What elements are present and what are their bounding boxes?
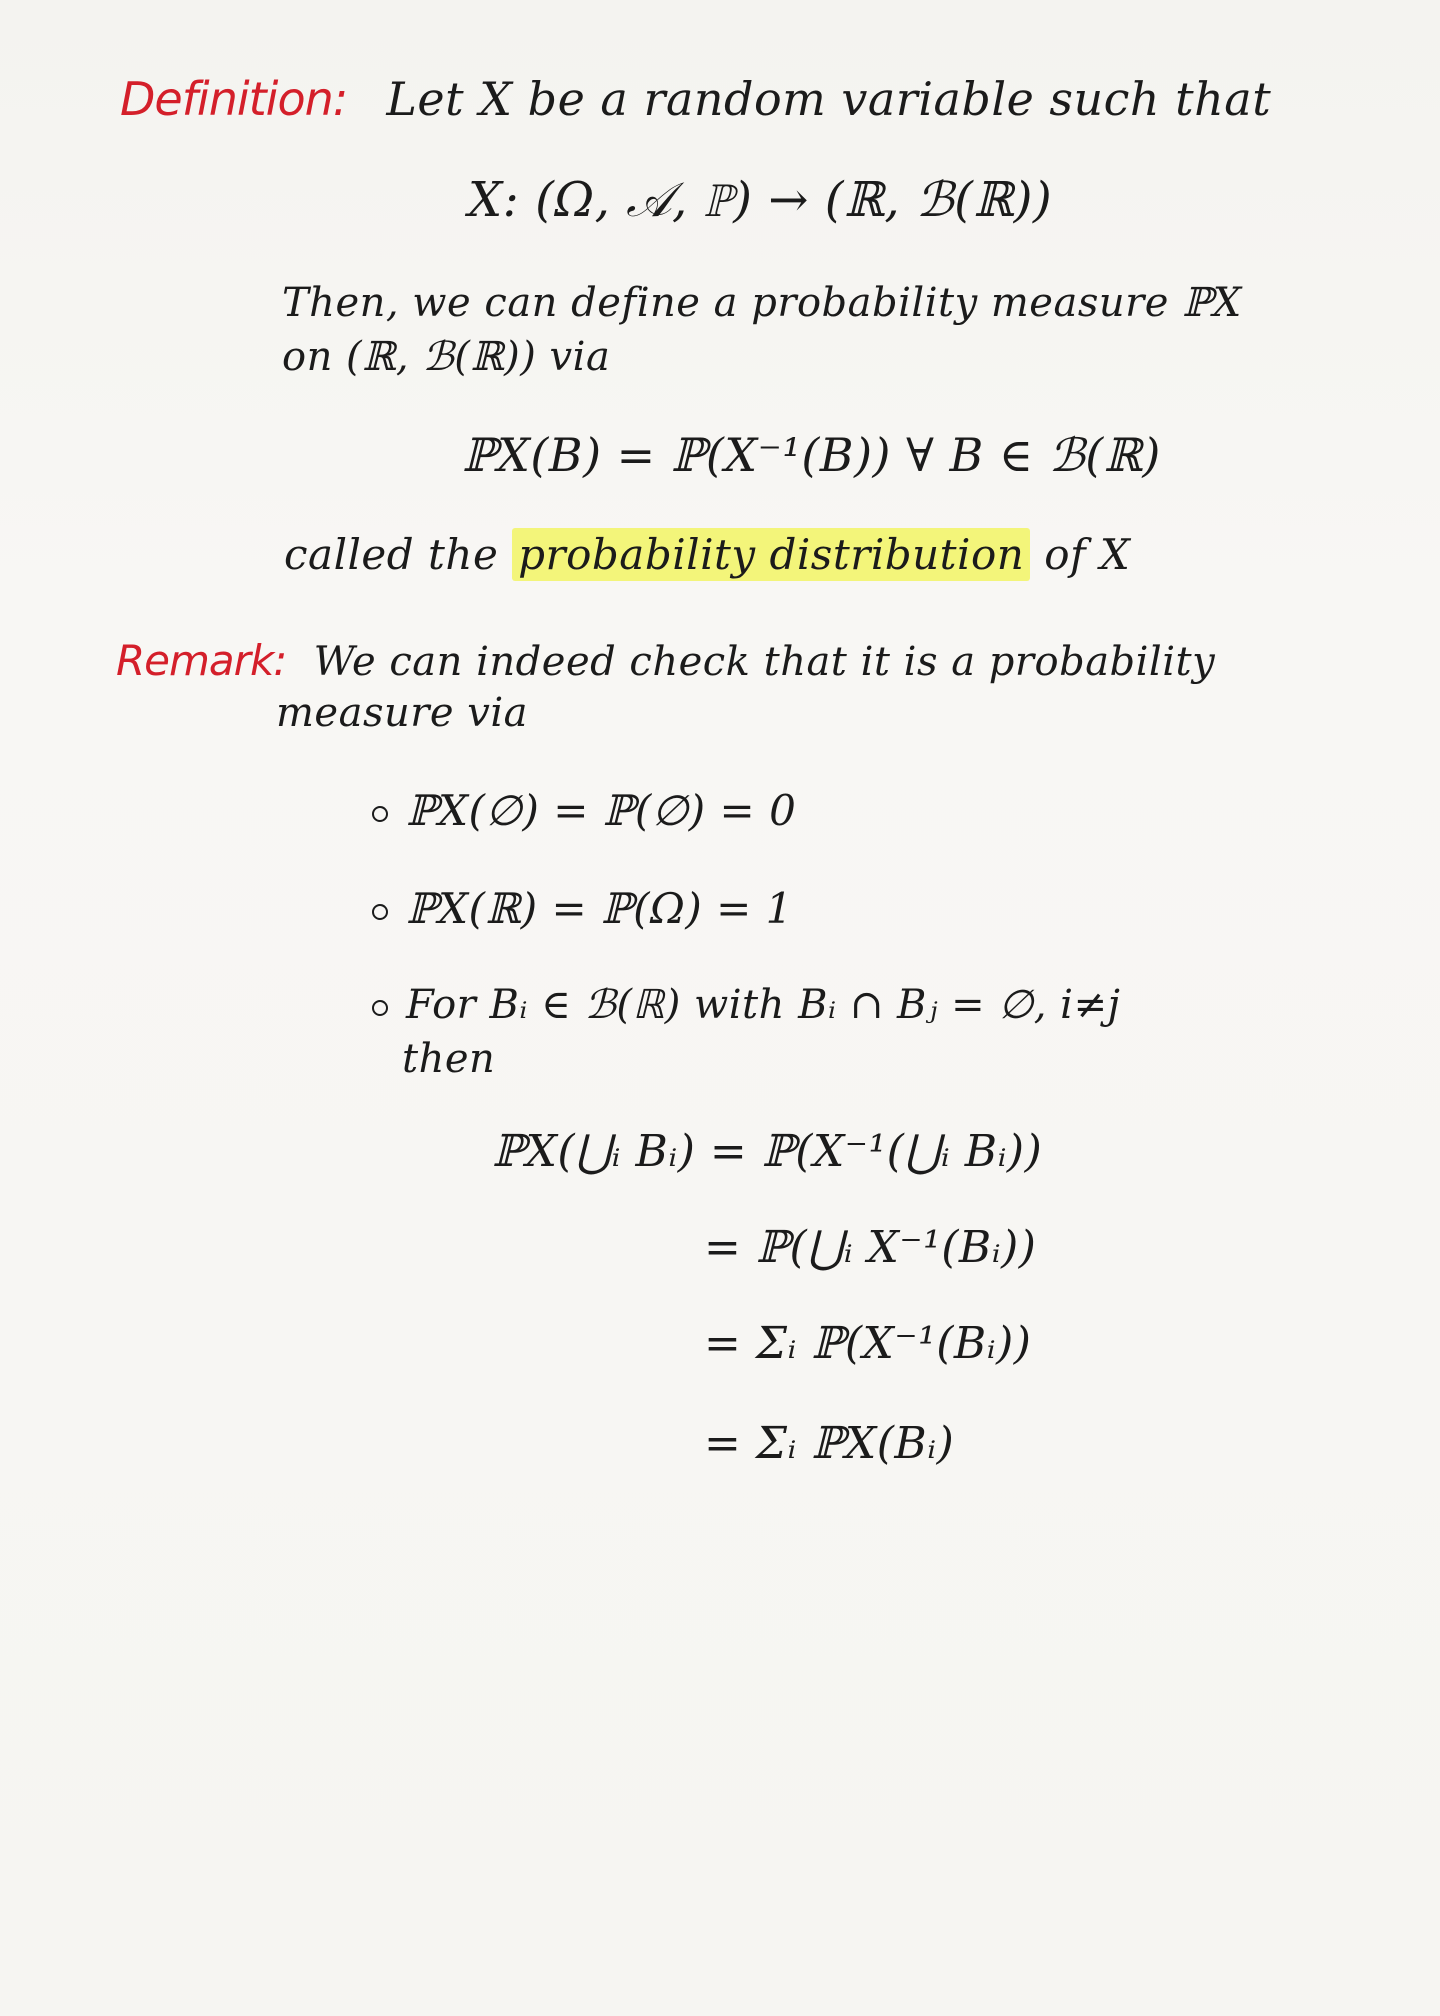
called-prefix: called the bbox=[284, 530, 499, 579]
highlighted-term: probability distribution bbox=[512, 528, 1030, 581]
remark-text-1: We can indeed check that it is a probability bbox=[313, 639, 1216, 685]
bullet-circle-icon bbox=[372, 806, 388, 822]
bullet-circle-icon bbox=[372, 1000, 388, 1016]
bullet-circle-icon bbox=[372, 904, 388, 920]
derivation-line-2: = ℙ(⋃ᵢ X⁻¹(Bᵢ)) bbox=[704, 1222, 1037, 1273]
derivation-line-1: ℙX(⋃ᵢ Bᵢ) = ℙ(X⁻¹(⋃ᵢ Bᵢ)) bbox=[492, 1126, 1043, 1177]
then-line-2: on (ℝ, ℬ(ℝ)) via bbox=[282, 334, 611, 380]
derivation-line-4: = Σᵢ ℙX(Bᵢ) bbox=[704, 1418, 955, 1469]
then-line-1: Then, we can define a probability measure ℙX bbox=[282, 280, 1242, 326]
definition-line bbox=[120, 72, 1271, 126]
then-word: then bbox=[402, 1036, 496, 1082]
distribution-formula: ℙX(B) = ℙ(X⁻¹(B)) ∀ B ∈ ℬ(ℝ) bbox=[462, 428, 1161, 482]
called-line bbox=[284, 530, 1130, 579]
remark-line-2: measure via bbox=[276, 690, 528, 736]
mapping-formula: X: (Ω, 𝒜, ℙ) → (ℝ, ℬ(ℝ)) bbox=[468, 172, 1053, 228]
definition-text: Let X be a random variable such that bbox=[386, 72, 1272, 126]
bullet-2: ℙX(ℝ) = ℙ(Ω) = 1 bbox=[372, 884, 793, 933]
definition-label: Definition: bbox=[120, 72, 348, 126]
remark-line-1 bbox=[116, 636, 1215, 685]
remark-label: Remark: bbox=[116, 636, 287, 685]
bullet-3: For Bᵢ ∈ ℬ(ℝ) with Bᵢ ∩ Bⱼ = ∅, i≠j bbox=[372, 982, 1120, 1028]
bullet-1: ℙX(∅) = ℙ(∅) = 0 bbox=[372, 786, 796, 835]
derivation-line-3: = Σᵢ ℙ(X⁻¹(Bᵢ)) bbox=[704, 1318, 1032, 1369]
called-suffix: of X bbox=[1044, 530, 1131, 579]
